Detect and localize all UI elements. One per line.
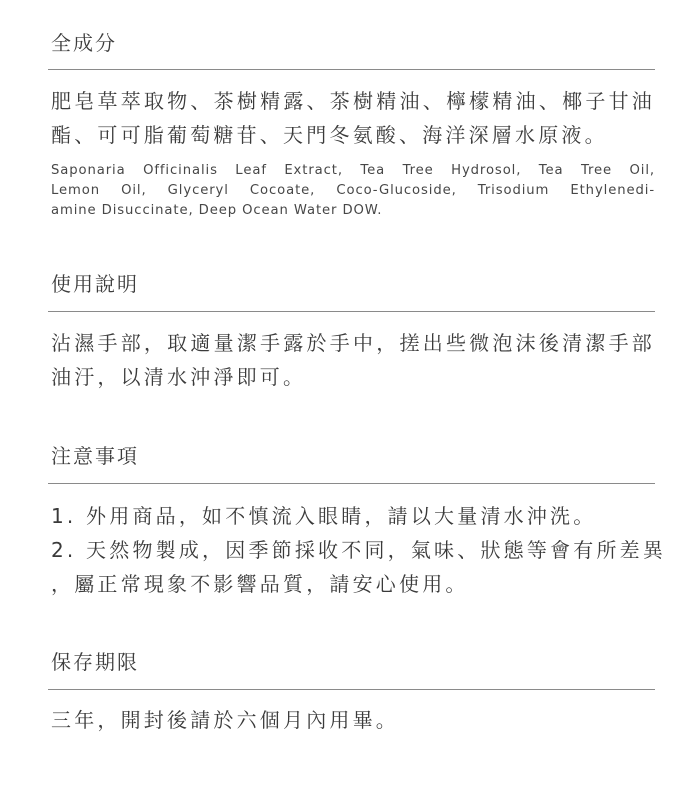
- usage-text: [51, 326, 655, 394]
- storage-text: [51, 703, 655, 737]
- usage-line: 油汙，以清水沖淨即可。: [51, 365, 307, 389]
- ingredients-en-text: [51, 161, 655, 221]
- notes-line: ，屬正常現象不影響品質，請安心使用。: [51, 572, 469, 596]
- ingredients-divider: [48, 69, 655, 70]
- notes-divider: [48, 483, 655, 484]
- usage-heading: 使用說明: [51, 272, 139, 296]
- usage-divider: [48, 311, 655, 312]
- ingredients-en-line: Saponaria Officinalis Leaf Extract, Tea Tree Hydrosol, Tea Tree Oil,: [51, 163, 655, 178]
- notes-heading: 注意事項: [51, 444, 139, 468]
- notes-text: [51, 499, 667, 601]
- notes-line: 2. 天然物製成，因季節採收不同，氣味、狀態等會有所差異: [51, 538, 667, 562]
- storage-heading: 保存期限: [51, 650, 139, 674]
- ingredients-heading: 全成分: [51, 31, 117, 55]
- ingredients-en-line: amine Disuccinate, Deep Ocean Water DOW.: [51, 203, 383, 218]
- notes-line: 1. 外用商品，如不慎流入眼睛，請以大量清水沖洗。: [51, 504, 597, 528]
- ingredients-zh-line: 酯、可可脂葡萄糖苷、天門冬氨酸、海洋深層水原液。: [51, 123, 608, 147]
- usage-line: 沾濕手部，取適量潔手露於手中，搓出些微泡沫後清潔手部: [51, 331, 655, 355]
- storage-divider: [48, 689, 655, 690]
- ingredients-en-line: Lemon Oil, Glyceryl Cocoate, Coco-Glucoside, Trisodium Ethylenedi-: [51, 183, 655, 198]
- ingredients-zh-text: [51, 84, 655, 152]
- ingredients-zh-line: 肥皂草萃取物、茶樹精露、茶樹精油、檸檬精油、椰子甘油: [51, 89, 655, 113]
- storage-line: 三年，開封後請於六個月內用畢。: [51, 708, 399, 732]
